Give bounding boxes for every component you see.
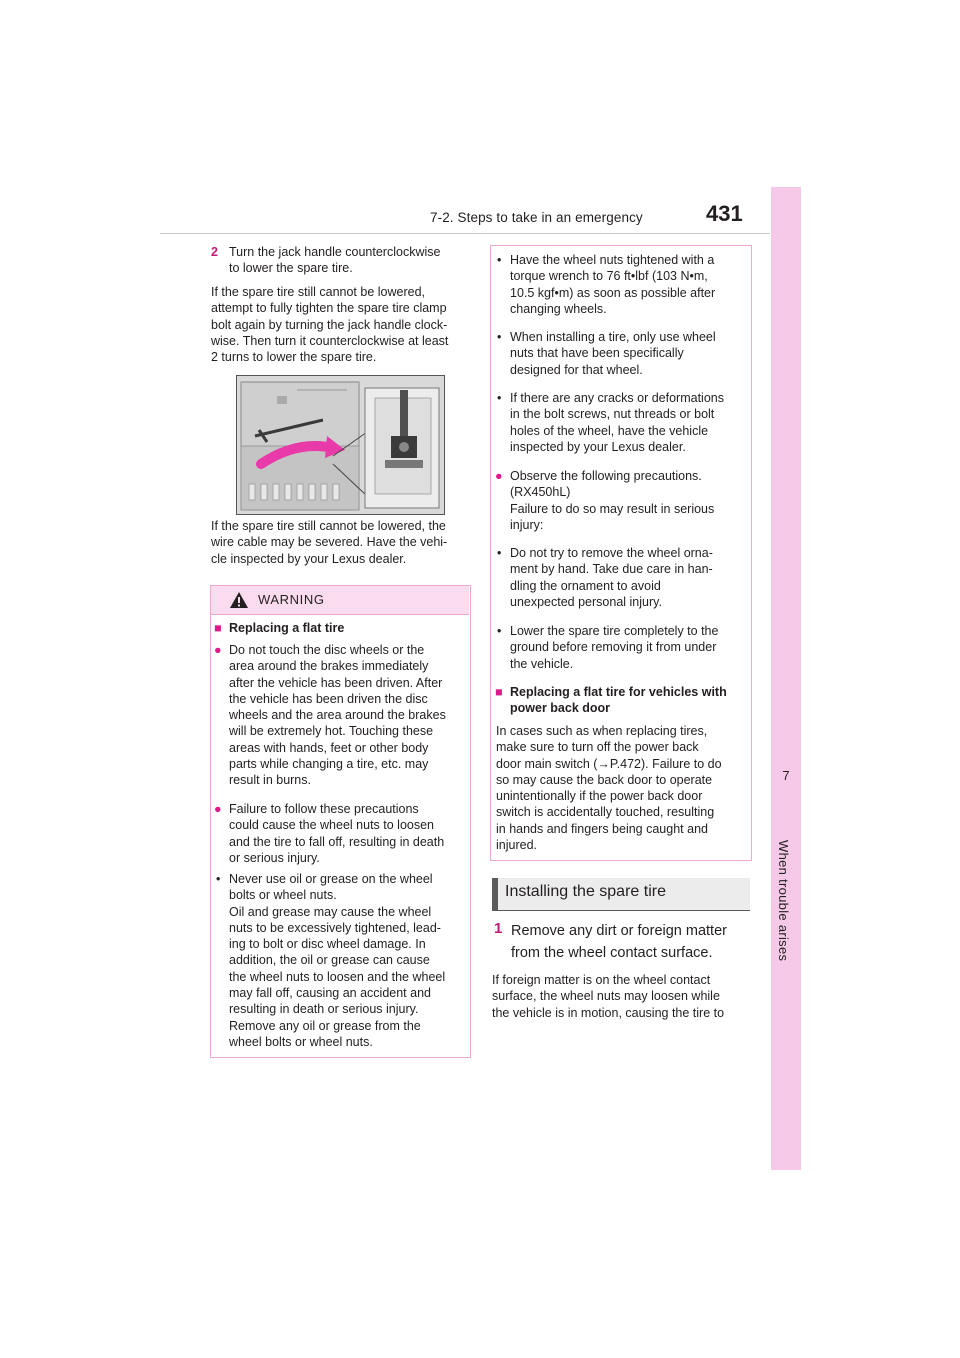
step-number: 2 xyxy=(211,245,218,259)
text-line: If the spare tire still cannot be lowered, the xyxy=(211,519,446,533)
dot-bullet-icon: • xyxy=(216,872,221,886)
text-line: If the spare tire still cannot be lowered, xyxy=(211,285,426,299)
dot-bullet-icon: • xyxy=(497,546,502,560)
text-line: bolt again by turning the jack handle clock- xyxy=(211,317,448,332)
paragraph-lower-retry xyxy=(211,284,471,365)
round-bullet-icon: ● xyxy=(214,802,222,816)
step-text-line: Turn the jack handle counterclockwise xyxy=(229,245,441,259)
dot-bullet-icon: • xyxy=(497,330,502,344)
text-line: surface, the wheel nuts may loosen while xyxy=(492,989,720,1004)
paragraph-foreign-matter xyxy=(492,972,750,1021)
square-bullet-icon: ■ xyxy=(495,685,503,699)
text-line: If foreign matter is on the wheel contact xyxy=(492,973,711,987)
dot-bullet-icon: • xyxy=(497,253,502,267)
text-line: the vehicle is in motion, causing the tire to xyxy=(492,1005,725,1020)
text-line: 2 turns to lower the spare tire. xyxy=(211,350,377,365)
dot-bullet-icon: • xyxy=(497,624,502,638)
chapter-label xyxy=(768,840,804,1040)
section-title: Installing the spare tire xyxy=(505,883,666,900)
text-line: attempt to fully tighten the spare tire clamp xyxy=(211,301,447,316)
step-number: 1 xyxy=(494,920,503,937)
round-bullet-icon: ● xyxy=(495,469,503,483)
illustration-drawing xyxy=(237,376,444,514)
section-header: 7-2. Steps to take in an emergency xyxy=(430,210,643,225)
step-text-line: from the wheel contact surface. xyxy=(511,945,713,961)
text-line: cle inspected by your Lexus dealer. xyxy=(211,551,407,566)
square-bullet-icon: ■ xyxy=(214,621,222,635)
step-1 xyxy=(494,920,752,966)
paragraph-power-back-door: In cases such as when replacing tires, make sure to turn off the power back door main switch (→P.472). Failure to do so may cause the back door to operate unintentionally if the power back door switch is accidentally touched, resulting in hands and fingers being caught and injured. xyxy=(496,724,722,853)
chapter-number: 7 xyxy=(782,768,790,783)
round-bullet-icon: ● xyxy=(214,643,222,657)
warning-header xyxy=(211,586,469,615)
text-line: wise. Then turn it counterclockwise at least xyxy=(211,333,449,348)
step-text-line: Remove any dirt or foreign matter xyxy=(511,923,727,939)
section-heading-bar xyxy=(492,878,498,910)
jack-handle-illustration xyxy=(236,375,445,515)
paragraph-wire-cable xyxy=(211,518,471,567)
text-line: wire cable may be severed. Have the vehi- xyxy=(211,535,448,550)
header-divider xyxy=(160,233,770,234)
warning-title: WARNING xyxy=(258,592,325,607)
page-number: 431 xyxy=(706,201,743,226)
section-heading-rule xyxy=(492,910,750,911)
step-text-line: to lower the spare tire. xyxy=(229,261,353,276)
dot-bullet-icon: • xyxy=(497,391,502,405)
chapter-label-text: When trouble arises xyxy=(776,840,791,962)
warning-triangle-icon xyxy=(229,591,249,614)
